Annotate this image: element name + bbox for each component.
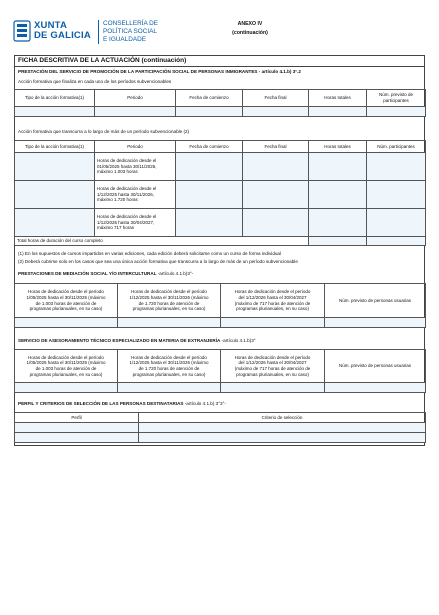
input-cell[interactable] [243,209,309,237]
input-cell[interactable] [221,318,325,328]
col-header: Tipo de la acción formativa(1) [15,141,95,153]
input-cell[interactable] [367,181,426,209]
advice-table [14,349,426,393]
profile-table [14,412,426,443]
input-cell[interactable] [309,107,367,117]
col-header: Tipo de la acción formativa(1) [15,90,95,107]
input-cell[interactable] [118,383,221,393]
col-header: Periodo [95,90,176,107]
input-cell[interactable] [221,383,325,393]
mediation-table [14,283,426,328]
input-cell[interactable] [15,318,118,328]
total-hours-label: Total horas de duración del curso completo [15,237,309,246]
col-header: Núm. previsto de personas usuarias [325,284,426,318]
footnote: (1) En los supuestos de cursos impartidos en varias ediciones, cada edición deberá solicitarse como un curso de forma individual [18,251,282,256]
period-cell: Horas de dedicación desde el 1/12/2025 hasta 30/11/2026, máximo 1.720 horas [95,181,176,209]
training-table-multi [14,140,426,246]
col-header: Núm. previsto de participantes [367,90,426,107]
consellaria-name: CONSELLERÍA DE POLÍTICA SOCIAL E IGUALDADE [103,20,159,43]
input-cell[interactable] [176,209,243,237]
period-cell: Horas de dedicación desde el 01/05/2025 hasta 30/11/2025, máximo 1.003 horas [95,153,176,181]
input-cell[interactable] [325,318,426,328]
col-header: Horas de dedicación desde el período 1/05/2025 hasta el 30/11/2025 (máximo de 1.003 horas de atención de programas plurianuales, en su caso) [15,284,118,318]
col-header: Horas totales [309,141,367,153]
input-cell[interactable] [309,209,367,237]
advice-title: SERVICIO DE ASESORAMIENTO TÉCNICO ESPECIALIZADO EN MATERIA DE EXTRANJERÍA -artículo 4.1.b)3° [18,338,256,343]
col-header: Periodo [95,141,176,153]
section2-label: Acción formativa que transcurra a lo largo de más de un período subvencionable (2) [18,129,190,134]
logo-divider [98,20,99,44]
col-header: Núm. participantes [367,141,426,153]
input-cell[interactable] [15,383,118,393]
input-cell[interactable] [367,209,426,237]
training-table-single [14,89,426,117]
col-header: Núm. previsto de personas usuarias [325,350,426,383]
input-cell[interactable] [309,153,367,181]
input-cell[interactable] [367,237,426,246]
col-header: Fecha final [243,90,309,107]
input-cell[interactable] [176,107,243,117]
annex-heading: ANEXO IV (continuación) [232,21,268,36]
input-cell[interactable] [325,383,426,393]
col-header: Perfil [15,413,139,423]
input-cell[interactable] [176,181,243,209]
input-cell[interactable] [176,153,243,181]
xunta-logo-text: XUNTA DE GALICIA [34,20,91,41]
footnote: (2) Deberá cubrirse solo en los casos que sea una única acción formativa que transcurra a lo largo de más de un período subvencionable [18,259,298,264]
input-cell[interactable] [15,209,95,237]
profile-title: PERFIL Y CRITERIOS DE SELECCIÓN DE LAS PERSONAS DESTINATARIAS -artículo 4.1.b) 3°3°- [18,401,226,406]
service-title: PRESTACIÓN DEL SERVICIO DE PROMOCIÓN DE LA PARTICIPACIÓN SOCIAL DE PERSONAS INMIGRANTES - artículo 4.1.b) 3°.2 [18,69,301,74]
input-cell[interactable] [309,181,367,209]
input-cell[interactable] [15,423,139,433]
input-cell[interactable] [15,153,95,181]
input-cell[interactable] [243,107,309,117]
input-cell[interactable] [309,237,367,246]
input-cell[interactable] [15,107,95,117]
form-title: FICHA DESCRITIVA DE LA ACTUACIÓN (continuación) [18,57,187,64]
col-header: Fecha final [243,141,309,153]
input-cell[interactable] [243,153,309,181]
col-header: Criterio de selección [139,413,426,423]
xunta-emblem-icon [13,20,31,42]
col-header: Fecha de comienzo [176,90,243,107]
input-cell[interactable] [367,107,426,117]
title-rule [14,66,425,67]
col-header: Horas totales [309,90,367,107]
input-cell[interactable] [118,318,221,328]
col-header: Horas de dedicación desde el período 1/05/2025 hasta el 30/11/2025 (máximo de 1.003 horas de atención de programas plurianuales, en su caso) [15,350,118,383]
input-cell[interactable] [243,181,309,209]
input-cell[interactable] [15,181,95,209]
input-cell[interactable] [15,433,139,443]
mediation-title: PRESTACIONES DE MEDIACIÓN SOCIAL Y/O INTERCULTURAL -artículo 4.1.b)3°- [18,271,194,276]
col-header: Fecha de comienzo [176,141,243,153]
input-cell[interactable] [95,107,176,117]
col-header: Horas de dedicación desde el período 1/12/2025 hasta el 30/11/2026 (máximo de 1.720 horas de atención de programas plurianuales, en su caso) [118,284,221,318]
period-cell: Horas de dedicación desde el 1/12/2026 hasta 30/04/2027, máximo 717 horas [95,209,176,237]
section1-label: Acción formativa que finaliza en cada uno de los períodos subvencionables [18,79,172,84]
input-cell[interactable] [367,153,426,181]
input-cell[interactable] [139,433,426,443]
input-cell[interactable] [139,423,426,433]
col-header: Horas de dedicación desde el período del 1/12/2026 hasta el 30/04/2027 (máximo de 717 horas de atención de programas plurianuales, en su caso) [221,350,325,383]
col-header: Horas de dedicación desde el período del 1/12/2026 hasta el 30/04/2027 (máximo de 717 horas de atención de programas plurianuales, en su caso) [221,284,325,318]
col-header: Horas de dedicación desde el período 1/12/2025 hasta el 30/11/2026 (máximo de 1.720 horas de atención de programas plurianuales, en su caso) [118,350,221,383]
